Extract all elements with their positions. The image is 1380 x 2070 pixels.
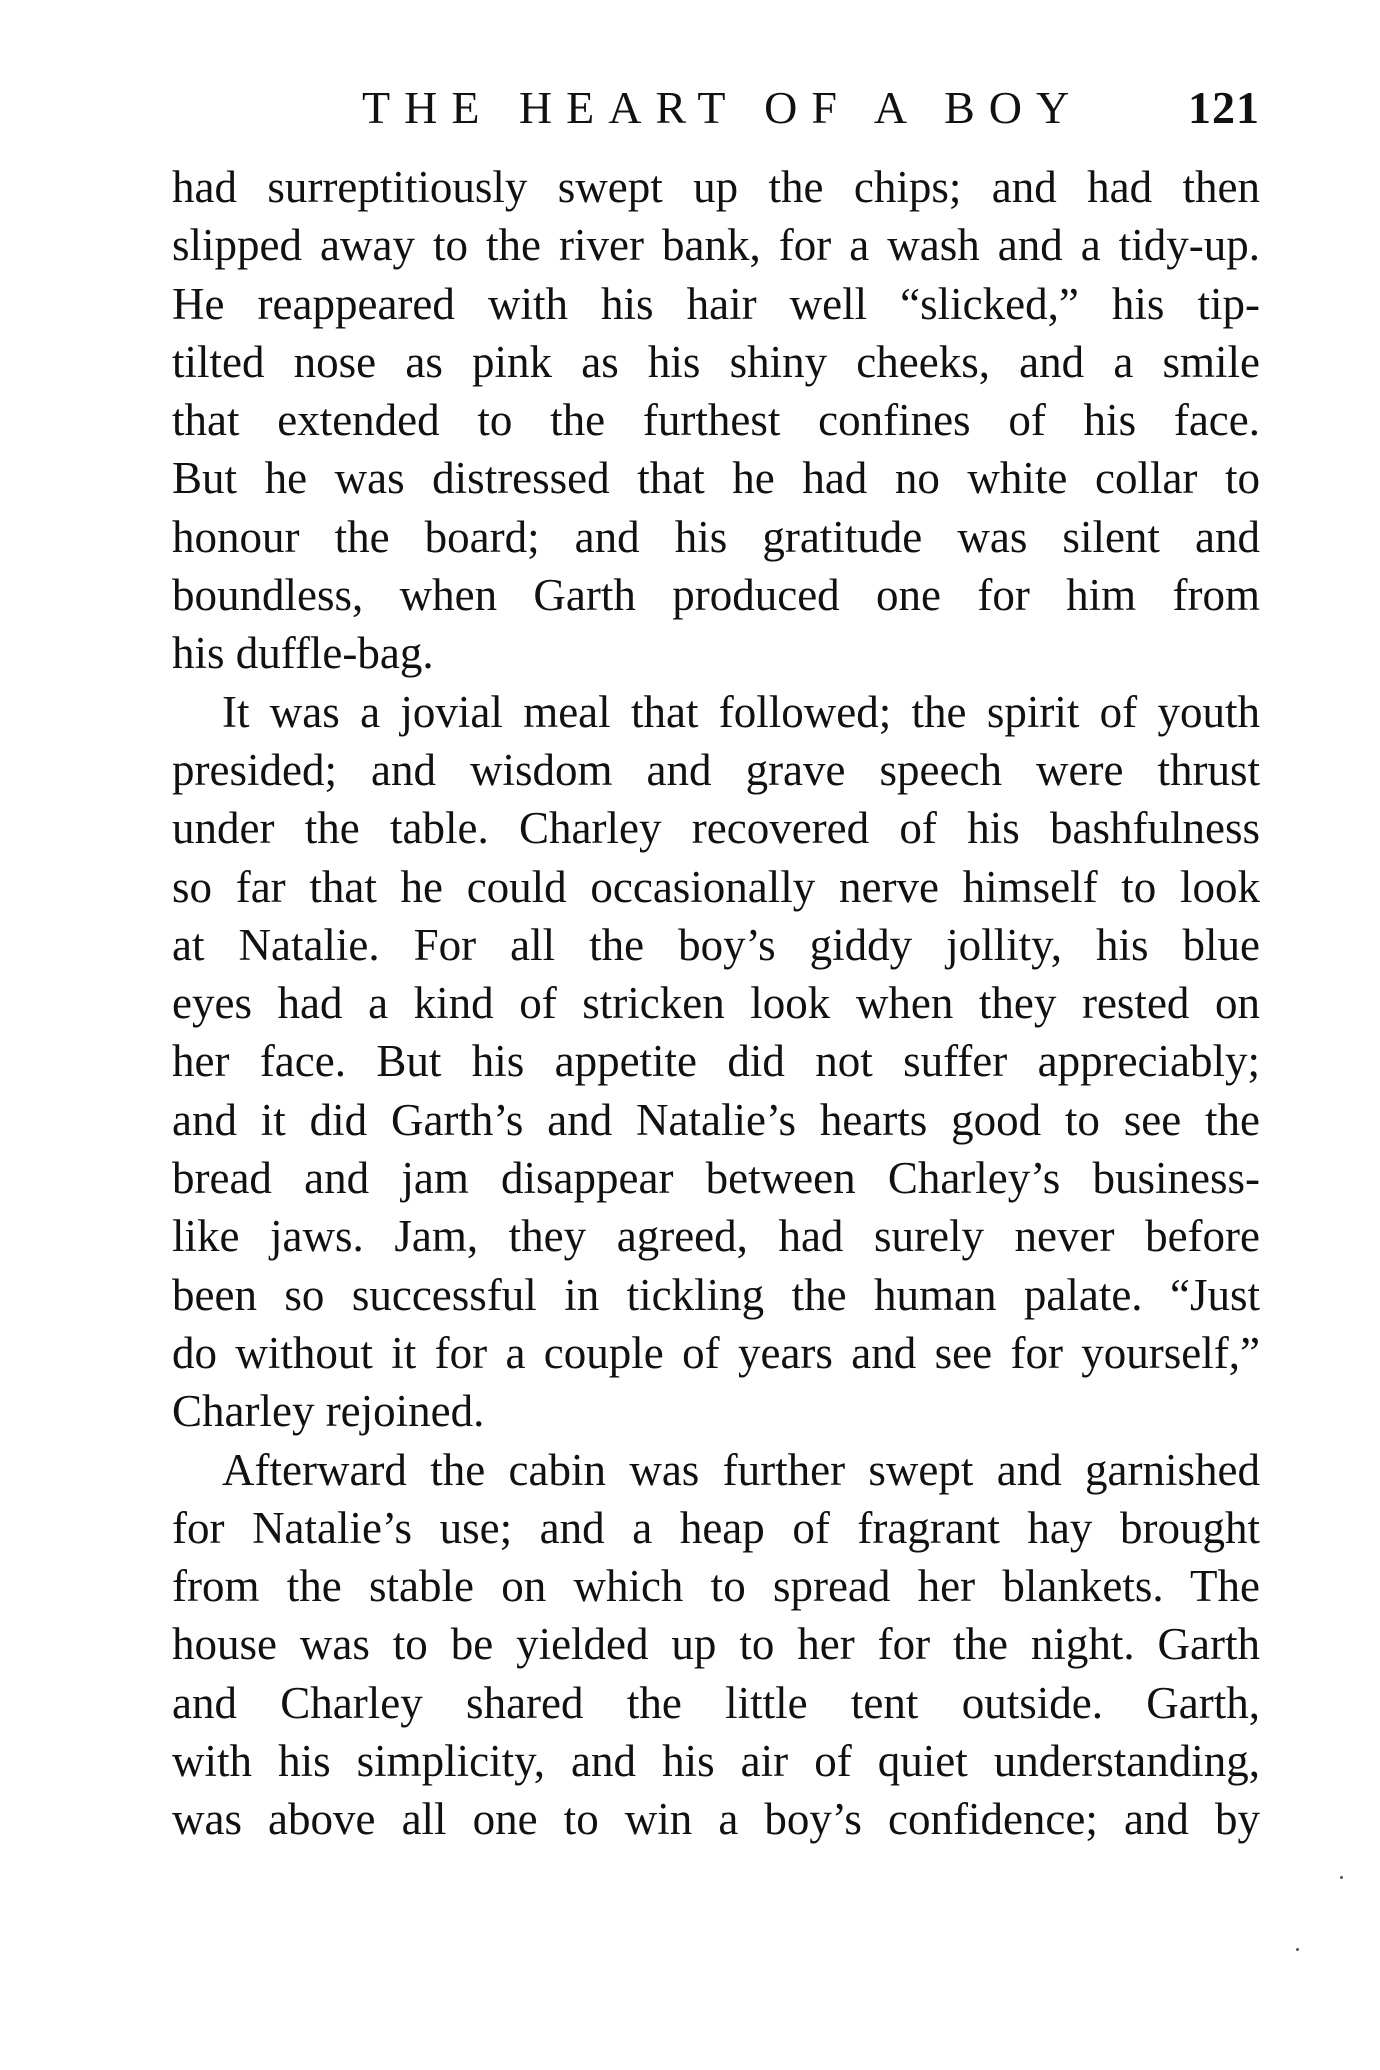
text-line: her face. But his appetite did not suffer appreciably; [172,1036,1260,1087]
text-line: But he was distressed that he had no white collar to [172,453,1260,504]
paragraph-start-line: Afterward the cabin was further swept and garnished [222,1444,1260,1495]
text-line: that extended to the furthest confines of his face. [172,395,1260,446]
text-line: like jaws. Jam, they agreed, had surely never before [172,1211,1260,1262]
text-line: and it did Garth’s and Natalie’s hearts good to see the [172,1094,1260,1145]
text-line: house was to be yielded up to her for the night. Garth [172,1619,1260,1670]
text-line: at Natalie. For all the boy’s giddy jollity, his blue [172,919,1260,970]
margin-speck [1296,1948,1299,1951]
text-line: eyes had a kind of stricken look when they rested on [172,978,1260,1029]
text-line: bread and jam disappear between Charley’s business- [172,1153,1260,1204]
body-text [172,158,1260,1849]
margin-speck [1340,1876,1343,1879]
text-line: had surreptitiously swept up the chips; and had then [172,162,1260,212]
text-line: under the table. Charley recovered of his bashfulness [172,803,1260,854]
text-line: for Natalie’s use; and a heap of fragrant hay brought [172,1502,1260,1553]
text-line: been so successful in tickling the human palate. “Just [172,1269,1260,1320]
text-line: presided; and wisdom and grave speech were thrust [172,744,1260,795]
paragraph-end-line: his duffle-bag. [172,628,434,679]
text-line: and Charley shared the little tent outside. Garth, [172,1677,1260,1728]
text-line: was above all one to win a boy’s confidence; and by [172,1794,1260,1845]
page-number: 121 [1188,82,1260,133]
text-line: slipped away to the river bank, for a wash and a tidy-up. [172,220,1260,271]
text-line: boundless, when Garth produced one for him from [172,570,1260,621]
text-line: from the stable on which to spread her blankets. The [172,1561,1260,1612]
running-title: THE HEART OF A BOY [362,82,1084,133]
text-line: honour the board; and his gratitude was silent and [172,511,1260,562]
text-line: tilted nose as pink as his shiny cheeks, and a smile [172,336,1260,387]
text-line: with his simplicity, and his air of quiet understanding, [172,1736,1260,1787]
running-head [172,78,1260,138]
text-line: do without it for a couple of years and see for yourself,” [172,1327,1260,1378]
paragraph-end-line: Charley rejoined. [172,1386,485,1437]
text-line: so far that he could occasionally nerve himself to look [172,861,1260,912]
paragraph-start-line: It was a jovial meal that followed; the spirit of youth [222,686,1260,737]
text-line: He reappeared with his hair well “slicked,” his tip- [172,278,1260,329]
